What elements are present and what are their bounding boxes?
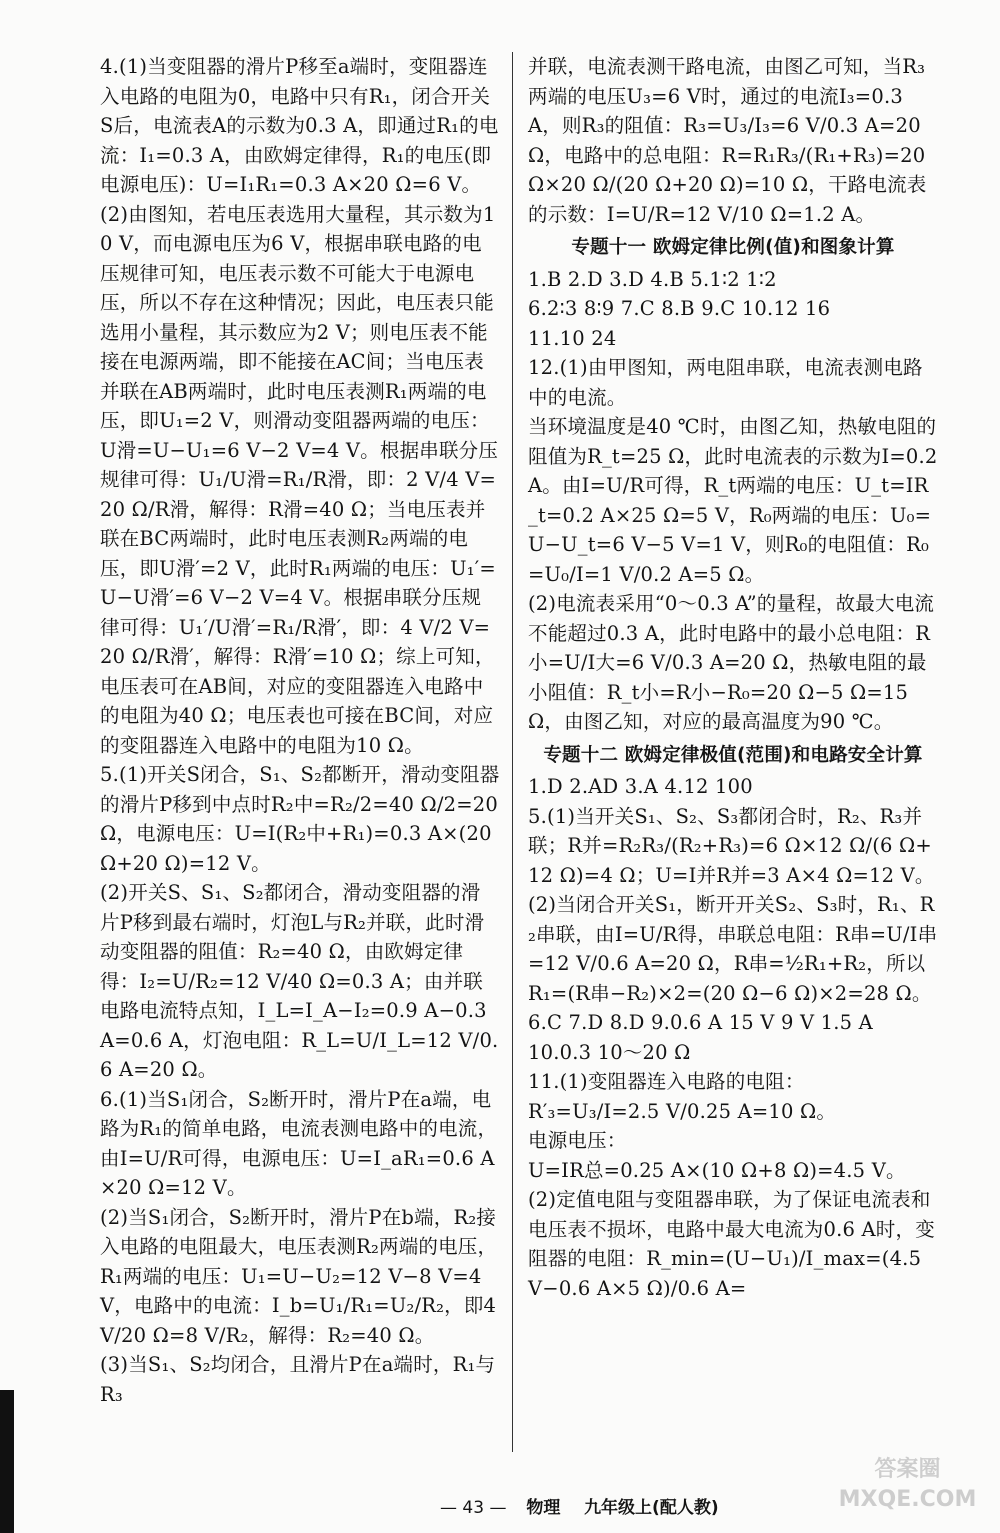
answer-paragraph: 5.(1)开关S闭合，S₁、S₂都断开，滑动变阻器的滑片P移到中点时R₂中=R₂/2=40 Ω/2=20 Ω，电源电压：U=I(R₂中+R₁)=0.3 A×(20 Ω+20 Ω)=12 V。 (100, 763, 500, 875)
answer-paragraph: 4.(1)当变阻器的滑片P移至a端时，变阻器连入电路的电阻为0，电路中只有R₁，闭合开关S后，电流表A的示数为0.3 A，即通过R₁的电流：I₁=0.3 A，由欧姆定律得，R₁的电压(即电源电压)：U=I₁R₁=0.3 A×20 Ω=6 V。 (100, 55, 499, 196)
answer-line: 11.10 24 (528, 326, 617, 350)
column-divider (512, 52, 513, 1452)
section-heading-11: 专题十一 欧姆定律比例(值)和图象计算 (571, 237, 895, 258)
answer-paragraph: 电源电压： (528, 1129, 627, 1152)
answer-paragraph: (2)由图知，若电压表选用大量程，其示数为10 V，而电源电压为6 V，根据串联电路的电压规律可知，电压表示数不可能大于电源电压，所以不存在这种情况；因此，电压表只能选用小量程，其示数应为2 V；则电压表不能接在电源两端，即不能接在AC间；当电压表并联在AB两端时，此时电压表测R₁两端的电压，即U₁=2 V，则滑动变阻器两端的电压：U滑=U−U₁=6 V−2 V=4 V。根据串联分压规律可得：U₁/U滑=R₁/R滑，即：2 V/4 V=20 Ω/R滑，解得：R滑=40 Ω；当电压表并联在BC两端时，此时电压表测R₂两端的电压，即U滑′=2 V，此时R₁两端的电压：U₁′=U−U滑′=6 V−2 V=4 V。根据串联分压规律可得：U₁′/U滑′=R₁/R滑′，即：4 V/2 V=20 Ω/R滑′，解得：R滑′=10 Ω；综上可知，电压表可在AB间，对应的变阻器连入电路中的电阻为40 Ω；电压表也可接在BC间，对应的变阻器连入电路中的电阻为10 Ω。 (100, 202, 499, 757)
answer-paragraph: 当环境温度是40 ℃时，由图乙知，热敏电阻的阻值为R_t=25 Ω，此时电流表的示数为I=0.2 A。由I=U/R可得，R_t两端的电压：U_t=IR_t=0.2 A×25 Ω=5 V，R₀两端的电压：U₀=U−U_t=6 V−5 V=1 V，则R₀的电阻值：R₀=U₀/I=1 V/0.2 A=5 Ω。 (528, 415, 938, 586)
answer-line: 6.2∶3 8∶9 7.C 8.B 9.C 10.12 16 (528, 297, 831, 320)
answer-line: 6.C 7.D 8.D 9.0.6 A 15 V 9 V 1.5 A (528, 1011, 873, 1034)
left-column (100, 52, 500, 1409)
scan-edge-shadow (0, 1390, 14, 1533)
answer-paragraph: 5.(1)当开关S₁、S₂、S₃都闭合时，R₂、R₃并联；R并=R₂R₃/(R₂+R₃)=6 Ω×12 Ω/(6 Ω+12 Ω)=4 Ω；U=I并R并=3 A×4 Ω=12 V。 (528, 804, 935, 887)
answer-paragraph: (2)当S₁闭合，S₂断开时，滑片P在b端，R₂接入电路的电阻最大，电压表测R₂两端的电压，R₁两端的电压：U₁=U−U₂=12 V−8 V=4 V，电路中的电流：I_b=U₁/R₁=U₂/R₂，即4 V/20 Ω=8 V/R₂，解得：R₂=40 Ω。 (100, 1205, 498, 1347)
answer-paragraph: 12.(1)由甲图知，两电阻串联，电流表测电路中的电流。 (528, 356, 923, 409)
answer-paragraph: 并联，电流表测干路电流，由图乙可知，当R₃两端的电压U₃=6 V时，通过的电流I₃=0.3 A，则R₃的阻值：R₃=U₃/I₃=6 V/0.3 A=20 Ω，电路中的总电阻：R=R₁R₃/(R₁+R₃)=20 Ω×20 Ω/(20 Ω+20 Ω)=10 Ω，干路电流表的示数：I=U/R=12 V/10 Ω=1.2 A。 (528, 55, 927, 226)
answer-line: 10.0.3 10～20 Ω (528, 1040, 691, 1064)
watermark-logo: 答案圈 MXQE.COM (838, 1457, 977, 1512)
answer-line: 1.B 2.D 3.D 4.B 5.1∶2 1∶2 (528, 267, 777, 291)
footer-subject: 物理 (526, 1498, 561, 1518)
answer-line: 1.D 2.AD 3.A 4.12 100 (528, 775, 753, 798)
answer-paragraph: 11.(1)变阻器连入电路的电阻： (528, 1070, 805, 1093)
page-number: — 43 — (440, 1498, 507, 1518)
page-footer (440, 1493, 719, 1518)
answer-paragraph: (2)当闭合开关S₁，断开开关S₂、S₃时，R₁、R₂串联，由I=U/R得，串联总电阻：R串=U/I串=12 V/0.6 A=20 Ω，R串=½R₁+R₂，所以R₁=(R串−R₂)×2=(20 Ω−6 Ω)×2=28 Ω。 (528, 893, 938, 1005)
answer-paragraph: (3)当S₁、S₂均闭合，且滑片P在a端时，R₁与R₃ (100, 1353, 496, 1406)
section-heading-12: 专题十二 欧姆定律极值(范围)和电路安全计算 (543, 744, 923, 766)
answer-paragraph: 6.(1)当S₁闭合，S₂断开时，滑片P在a端，电路为R₁的简单电路，电流表测电路中的电流，由I=U/R可得，电源电压：U=I_aR₁=0.6 A×20 Ω=12 V。 (100, 1087, 498, 1199)
footer-grade: 九年级上(配人教) (584, 1498, 719, 1518)
answer-paragraph: (2)电流表采用“0～0.3 A”的量程，故最大电流不能超过0.3 A，此时电路中的最小总电阻：R小=U/I大=6 V/0.3 A=20 Ω，热敏电阻的最小阻值：R_t小=R小−R₀=20 Ω−5 Ω=15 Ω，由图乙知，对应的最高温度为90 ℃。 (528, 592, 935, 733)
answer-paragraph: R′₃=U₃/I=2.5 V/0.25 A=10 Ω。 (528, 1099, 837, 1123)
answer-paragraph: U=IR总=0.25 A×(10 Ω+8 Ω)=4.5 V。 (528, 1158, 906, 1182)
right-column (528, 52, 938, 1303)
answer-paragraph: (2)定值电阻与变阻器串联，为了保证电流表和电压表不损坏，电路中最大电流为0.6 A时，变阻器的电阻：R_min=(U−U₁)/I_max=(4.5 V−0.6 A×5 Ω)/0.6 A= (528, 1188, 935, 1300)
answer-paragraph: (2)开关S、S₁、S₂都闭合，滑动变阻器的滑片P移到最右端时，灯泡L与R₂并联，此时滑动变阻器的阻值：R₂=40 Ω，由欧姆定律得：I₂=U/R₂=12 V/40 Ω=0.3 A；由并联电路电流特点知，I_L=I_A−I₂=0.9 A−0.3 A=0.6 A，灯泡电阻：R_L=U/I_L=12 V/0.6 A=20 Ω。 (100, 881, 499, 1081)
